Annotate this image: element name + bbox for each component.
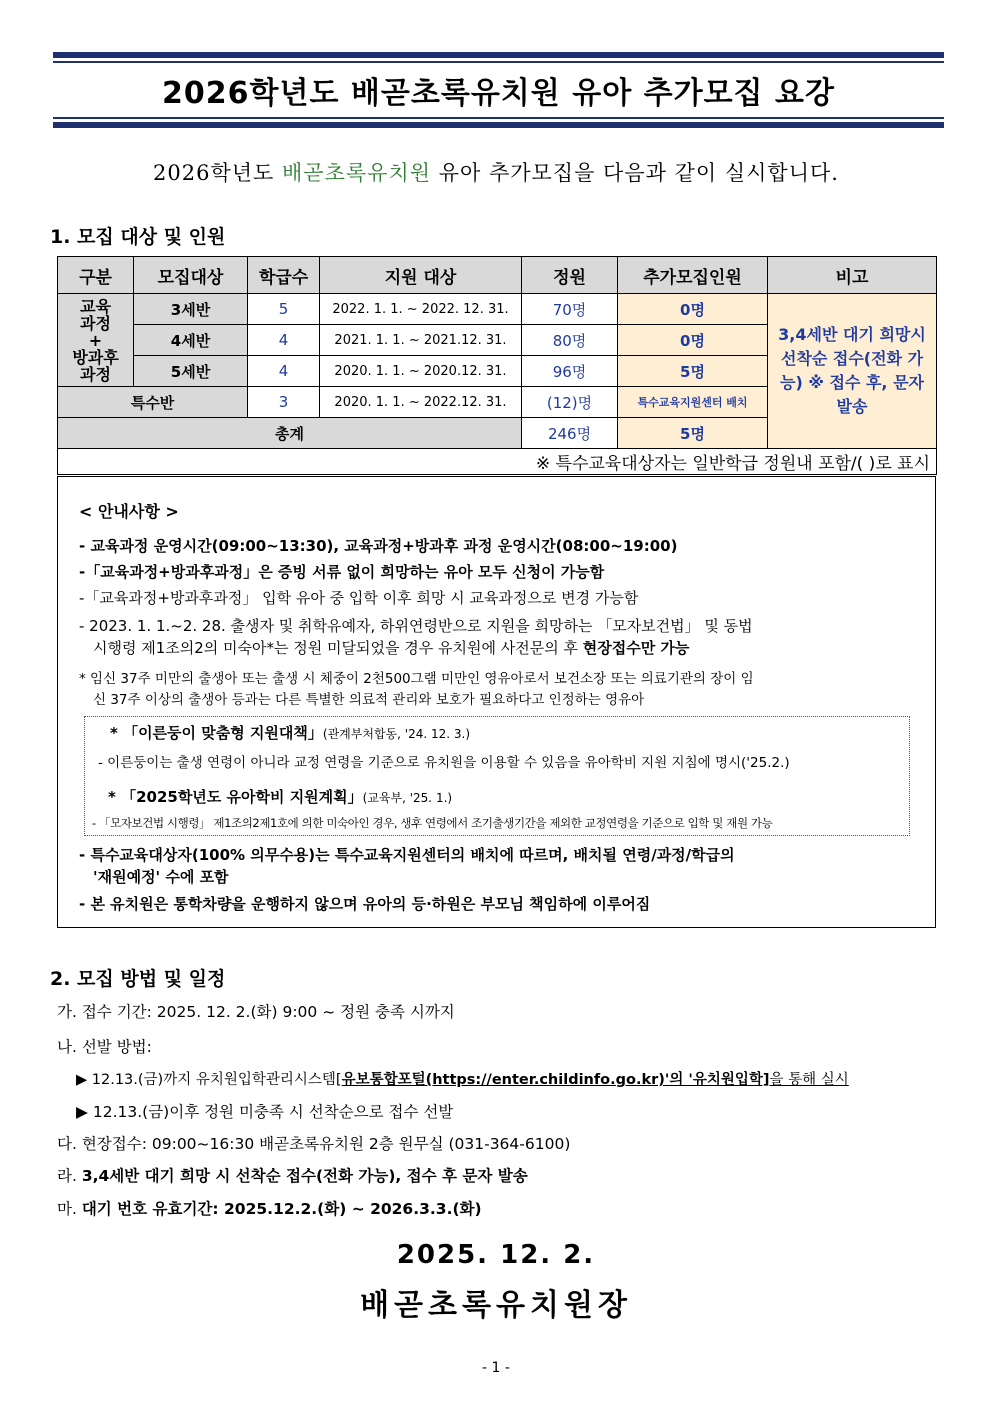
title-bottom-thin-bar bbox=[53, 117, 944, 119]
title-bottom-bar bbox=[53, 122, 944, 128]
page-title: 2026학년도 배곧초록유치원 유아 추가모집 요강 bbox=[162, 76, 835, 111]
total-quota: 246명 bbox=[522, 418, 618, 449]
page-number: - 1 - bbox=[482, 1360, 510, 1376]
selection-step-2: ▶ 12.13.(금)이후 정원 미충족 시 선착순으로 접수 선발 bbox=[76, 1103, 454, 1121]
onsite-reception: 다. 현장접수: 09:00~16:30 배곧초록유치원 2층 원무실 (031-364-6100) bbox=[57, 1135, 571, 1153]
schedule-period: 가. 접수 기간: 2025. 12. 2.(화) 9:00 ~ 정원 충족 시까지 bbox=[57, 1003, 455, 1021]
section-2-heading: 2. 모집 방법 및 일정 bbox=[50, 968, 226, 990]
waitlist-validity: 마. 대기 번호 유효기간: 2025.12.2.(화) ~ 2026.3.3.(화) bbox=[57, 1200, 482, 1218]
intro-text: 2026학년도 배곧초록유치원 유아 추가모집을 다음과 같이 실시합니다. bbox=[153, 161, 839, 185]
school-name: 배곧초록유치원 bbox=[282, 161, 432, 185]
table-footnote: ※ 특수교육대상자는 일반학급 정원내 포함/( )로 표시 bbox=[58, 449, 937, 475]
header-period: 지원 대상 bbox=[320, 257, 522, 294]
recruitment-table: 구분 모집대상 학급수 지원 대상 정원 추가모집인원 비고 교육 과정 + 방과후 과정 3세반 5 2022. 1. 1. ~ 2022. 12. 31. 70명 0명 3,4세반 대기 희망시 선착순 접수(전화 가능) ※ 접수 후, 문자 발송 4세반 4 2021. 1. 1. ~ 2021.12. 31. 80명 0명 5세반 4 2020. 1. 1. ~ 2020.12. 31. 96명 5명 특수반 3 2020. 1. 1. ~ 2022.12. 31. (12)명 특수교육지원센터 배치 총계 246명 5명 ※ 특수교육대상자는 일반학급 정원내 포함/( )로 표시 bbox=[57, 256, 937, 475]
selection-method: 나. 선발 방법: bbox=[57, 1038, 152, 1056]
signature: 배곧초록유치원장 bbox=[360, 1288, 632, 1323]
row-target: 3세반 bbox=[134, 294, 248, 325]
total-additional: 5명 bbox=[618, 418, 768, 449]
header-target: 모집대상 bbox=[134, 257, 248, 294]
group-label: 교육 과정 + 방과후 과정 bbox=[58, 294, 134, 387]
guide-heading: < 안내사항 > bbox=[79, 502, 179, 521]
total-label: 총계 bbox=[58, 418, 522, 449]
selection-step-1: ▶ 12.13.(금)까지 유치원입학관리시스템[유보통합포털(https://enter.childinfo.go.kr)'의 '유치원입학]을 통해 실시 bbox=[76, 1072, 849, 1088]
special-target: 특수반 bbox=[58, 387, 248, 418]
remarks-cell: 3,4세반 대기 희망시 선착순 접수(전화 가능) ※ 접수 후, 문자 발송 bbox=[768, 294, 937, 449]
section-1-heading: 1. 모집 대상 및 인원 bbox=[50, 226, 226, 248]
waitlist-note: 라. 3,4세반 대기 희망 시 선착순 접수(전화 가능), 접수 후 문자 발송 bbox=[57, 1167, 528, 1185]
title-top-bar bbox=[53, 52, 944, 58]
header-classes: 학급수 bbox=[248, 257, 320, 294]
header-remarks: 비고 bbox=[768, 257, 937, 294]
document-date: 2025. 12. 2. bbox=[396, 1240, 596, 1270]
header-quota: 정원 bbox=[522, 257, 618, 294]
header-category: 구분 bbox=[58, 257, 134, 294]
title-top-thin-bar bbox=[53, 61, 944, 63]
header-additional: 추가모집인원 bbox=[618, 257, 768, 294]
